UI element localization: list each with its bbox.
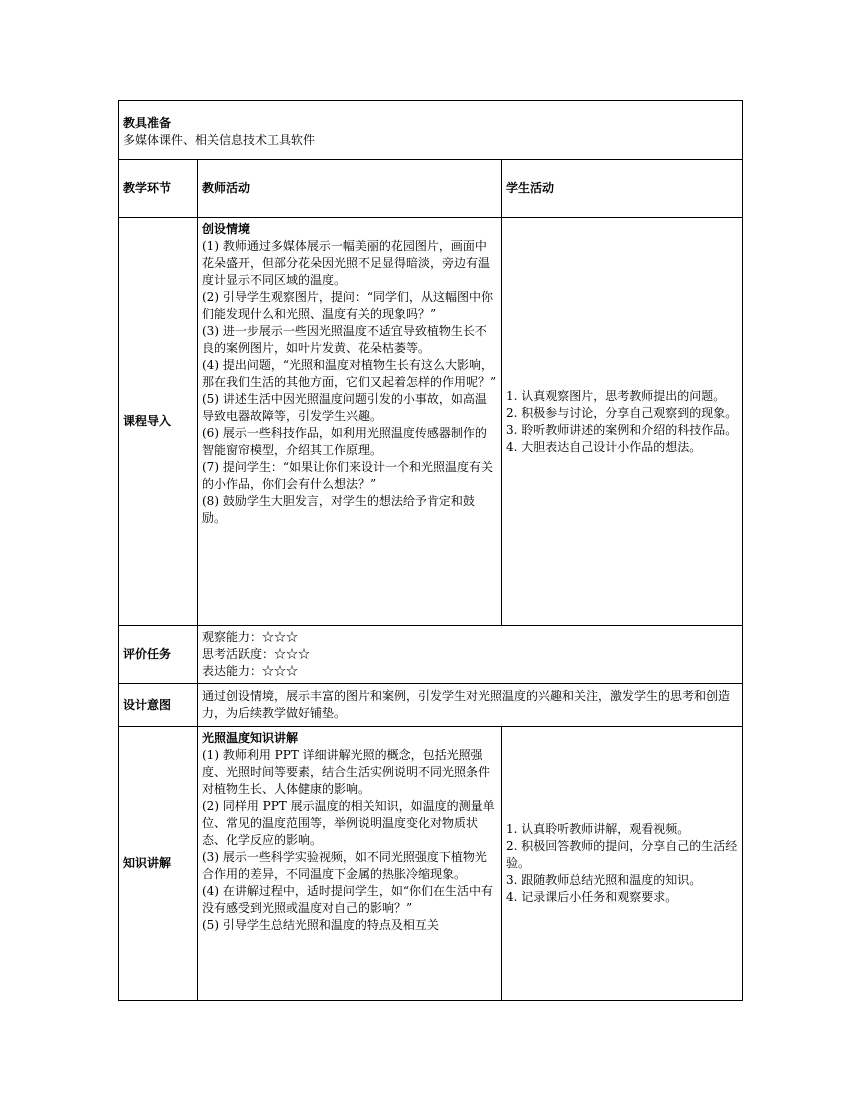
header-row [119, 160, 743, 218]
intro-teacher-cell [198, 218, 502, 626]
knowledge-student-item: 4. 记录课后小任务和观察要求。 [506, 890, 678, 904]
eval-item: 表达能力：☆☆☆ [202, 664, 299, 678]
knowledge-student-item: 2. 积极回答教师的提问，分享自己的生活经验。 [506, 839, 738, 870]
intro-student-item: 1. 认真观察图片，思考教师提出的问题。 [506, 388, 726, 403]
knowledge-teacher-cell [198, 727, 502, 1001]
header-teacher: 教师活动 [198, 160, 502, 218]
intro-row [119, 218, 743, 626]
intro-teacher-item: (4) 提出问题，“光照和温度对植物生长有这么大影响，那在我们生活的其他方面，它们又起着怎样的作用呢？” [202, 358, 497, 389]
intro-teacher-item: (3) 进一步展示一些因光照温度不适宜导致植物生长不良的案例图片，如叶片发黄、花朵枯萎等。 [202, 324, 487, 355]
header-student: 学生活动 [502, 160, 743, 218]
eval-item: 思考活跃度：☆☆☆ [202, 647, 311, 661]
intro-teacher-item: (1) 教师通过多媒体展示一幅美丽的花园图片，画面中花朵盛开，但部分花朵因光照不足显得暗淡，旁边有温度计显示不同区域的温度。 [202, 239, 491, 287]
prep-cell [119, 101, 743, 160]
design-text: 通过创设情境，展示丰富的图片和案例，引发学生对光照温度的兴趣和关注，激发学生的思考和创造力，为后续教学做好铺垫。 [198, 684, 743, 727]
eval-row [119, 626, 743, 684]
prep-row [119, 101, 743, 160]
intro-student-item: 2. 积极参与讨论，分享自己观察到的现象。 [506, 405, 738, 420]
prep-content: 多媒体课件、相关信息技术工具软件 [123, 133, 316, 147]
intro-student-item: 3. 聆听教师讲述的案例和介绍的科技作品。 [506, 422, 738, 437]
eval-cell [198, 626, 743, 684]
knowledge-heading: 光照温度知识讲解 [202, 731, 299, 745]
knowledge-student-item: 3. 跟随教师总结光照和温度的知识。 [506, 873, 702, 887]
header-stage: 教学环节 [119, 160, 198, 218]
intro-teacher-item: (7) 提问学生：“如果让你们来设计一个和光照温度有关的小作品，你们会有什么想法？” [202, 460, 493, 491]
eval-item: 观察能力：☆☆☆ [202, 630, 299, 644]
lesson-plan-table [118, 100, 743, 1001]
knowledge-label: 知识讲解 [119, 727, 198, 1001]
knowledge-teacher-item: (3) 展示一些科学实验视频，如不同光照强度下植物光合作用的差异，不同温度下金属的热胀冷缩现象。 [202, 850, 487, 881]
knowledge-student-item: 1. 认真聆听教师讲解，观看视频。 [506, 822, 690, 836]
knowledge-teacher-item: (2) 同样用 PPT 展示温度的相关知识，如温度的测量单位、常见的温度范围等，举例说明温度变化对物质状态、化学反应的影响。 [202, 799, 495, 847]
design-label: 设计意图 [119, 684, 198, 727]
prep-title: 教具准备 [123, 116, 172, 130]
intro-teacher-item: (2) 引导学生观察图片，提问：“同学们，从这幅图中你们能发现什么和光照、温度有关的现象吗？” [202, 290, 493, 321]
intro-teacher-item: (8) 鼓励学生大胆发言，对学生的想法给予肯定和鼓励。 [202, 494, 475, 525]
knowledge-teacher-item: (5) 引导学生总结光照和温度的特点及相互关 [202, 918, 439, 932]
design-row [119, 684, 743, 727]
intro-heading: 创设情境 [202, 222, 251, 236]
intro-teacher-item: (5) 讲述生活中因光照温度问题引发的小事故，如高温导致电器故障等，引发学生兴趣。 [202, 392, 487, 423]
intro-student-cell [502, 218, 743, 626]
eval-label: 评价任务 [119, 626, 198, 684]
intro-label: 课程导入 [119, 218, 198, 626]
intro-student-item: 4. 大胆表达自己设计小作品的想法。 [506, 439, 702, 454]
knowledge-row [119, 727, 743, 1001]
knowledge-teacher-item: (1) 教师利用 PPT 详细讲解光照的概念，包括光照强度、光照时间等要素，结合生活实例说明不同光照条件对植物生长、人体健康的影响。 [202, 748, 491, 796]
knowledge-student-cell [502, 727, 743, 1001]
knowledge-teacher-item: (4) 在讲解过程中，适时提问学生，如“你们在生活中有没有感受到光照或温度对自己的影响？” [202, 884, 493, 915]
intro-teacher-item: (6) 展示一些科技作品，如利用光照温度传感器制作的智能窗帘模型，介绍其工作原理。 [202, 426, 487, 457]
